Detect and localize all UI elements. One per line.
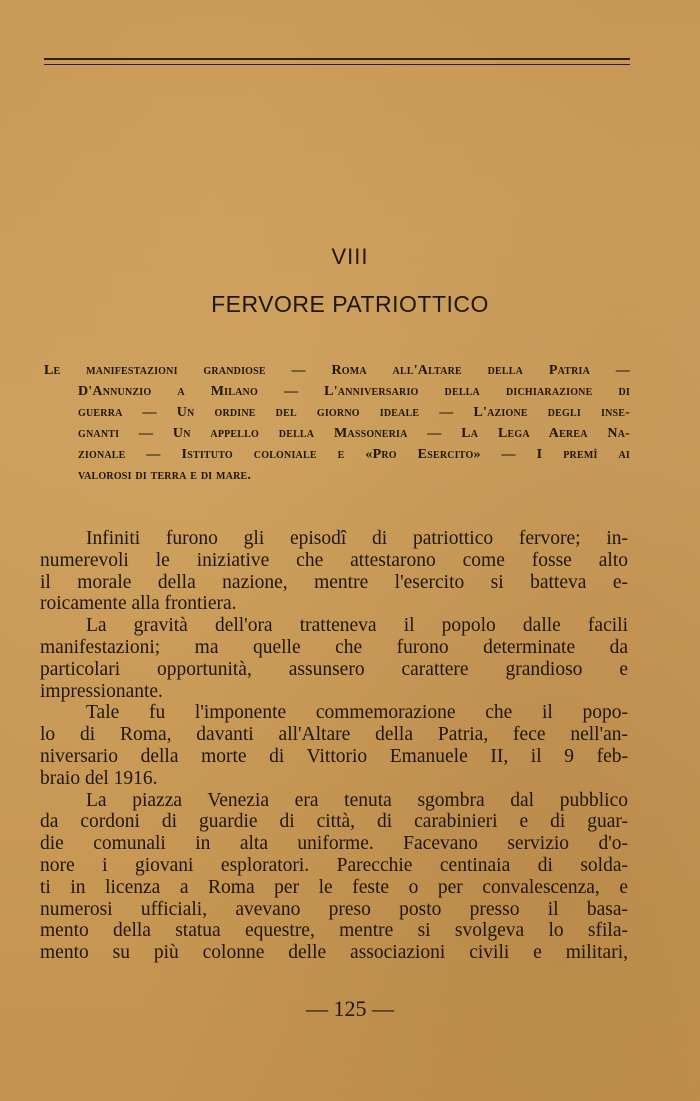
summary-line: D'Annunzio a Milano — L'anniversario della dichiarazione di — [78, 384, 630, 399]
body-line: mento su più colonne delle associazioni civili e militari, — [40, 942, 628, 964]
body-line: manifestazioni; ma quelle che furono determinate da — [40, 636, 628, 658]
body-text — [40, 528, 628, 964]
body-line: Infiniti furono gli episodî di patriottico fervore; in- — [86, 528, 628, 549]
body-line: die comunali in alta uniforme. Facevano servizio d'o- — [40, 833, 628, 855]
body-line: ti in licenza a Roma per le feste o per convalescenza, e — [40, 876, 628, 898]
chapter-title: FERVORE PATRIOTTICO — [211, 291, 489, 317]
summary-line: valorosi di terra e di mare. — [78, 468, 252, 483]
body-line: numerosi ufficiali, avevano preso posto presso il basa- — [40, 898, 628, 920]
summary-line: zionale — Istituto coloniale e «Pro Esercito» — I premî ai — [78, 447, 630, 462]
body-line: mento della statua equestre, mentre si svolgeva lo sfila- — [40, 920, 628, 942]
body-line: braio del 1916. — [40, 767, 158, 789]
body-line: lo di Roma, davanti all'Altare della Patria, fece nell'an- — [40, 724, 628, 746]
header-rule — [44, 58, 630, 60]
body-line: La gravità dell'ora tratteneva il popolo dalle facili — [86, 615, 628, 637]
body-line: il morale della nazione, mentre l'esercito si batteva e- — [40, 571, 628, 593]
body-line: La piazza Venezia era tenuta sgombra dal pubblico — [86, 789, 628, 811]
body-line: niversario della morte di Vittorio Emanuele II, il 9 feb- — [40, 745, 628, 767]
chapter-number: VIII — [331, 244, 369, 269]
summary-line: Le manifestazioni grandiose — Roma all'Altare della Patria — — [44, 363, 630, 378]
summary-line: gnanti — Un appello della Massoneria — La Lega Aerea Na- — [78, 426, 630, 441]
chapter-summary — [44, 360, 630, 486]
body-line: particolari opportunità, assunsero carattere grandioso e — [40, 658, 628, 680]
body-line: da cordoni di guardie di città, di carabinieri e di guar- — [40, 811, 628, 833]
page-number: — 125 — — [306, 996, 394, 1021]
summary-line: guerra — Un ordine del giorno ideale — L'azione degli inse- — [78, 405, 630, 420]
body-line: numerevoli le iniziative che attestarono come fosse alto — [40, 549, 628, 571]
body-line: Tale fu l'imponente commemorazione che il popo- — [86, 702, 628, 724]
body-line: nore i giovani esploratori. Parecchie centinaia di solda- — [40, 854, 628, 876]
header-rule-thin — [44, 64, 630, 65]
body-line: impressionante. — [40, 680, 163, 702]
body-line: roicamente alla frontiera. — [40, 593, 237, 615]
